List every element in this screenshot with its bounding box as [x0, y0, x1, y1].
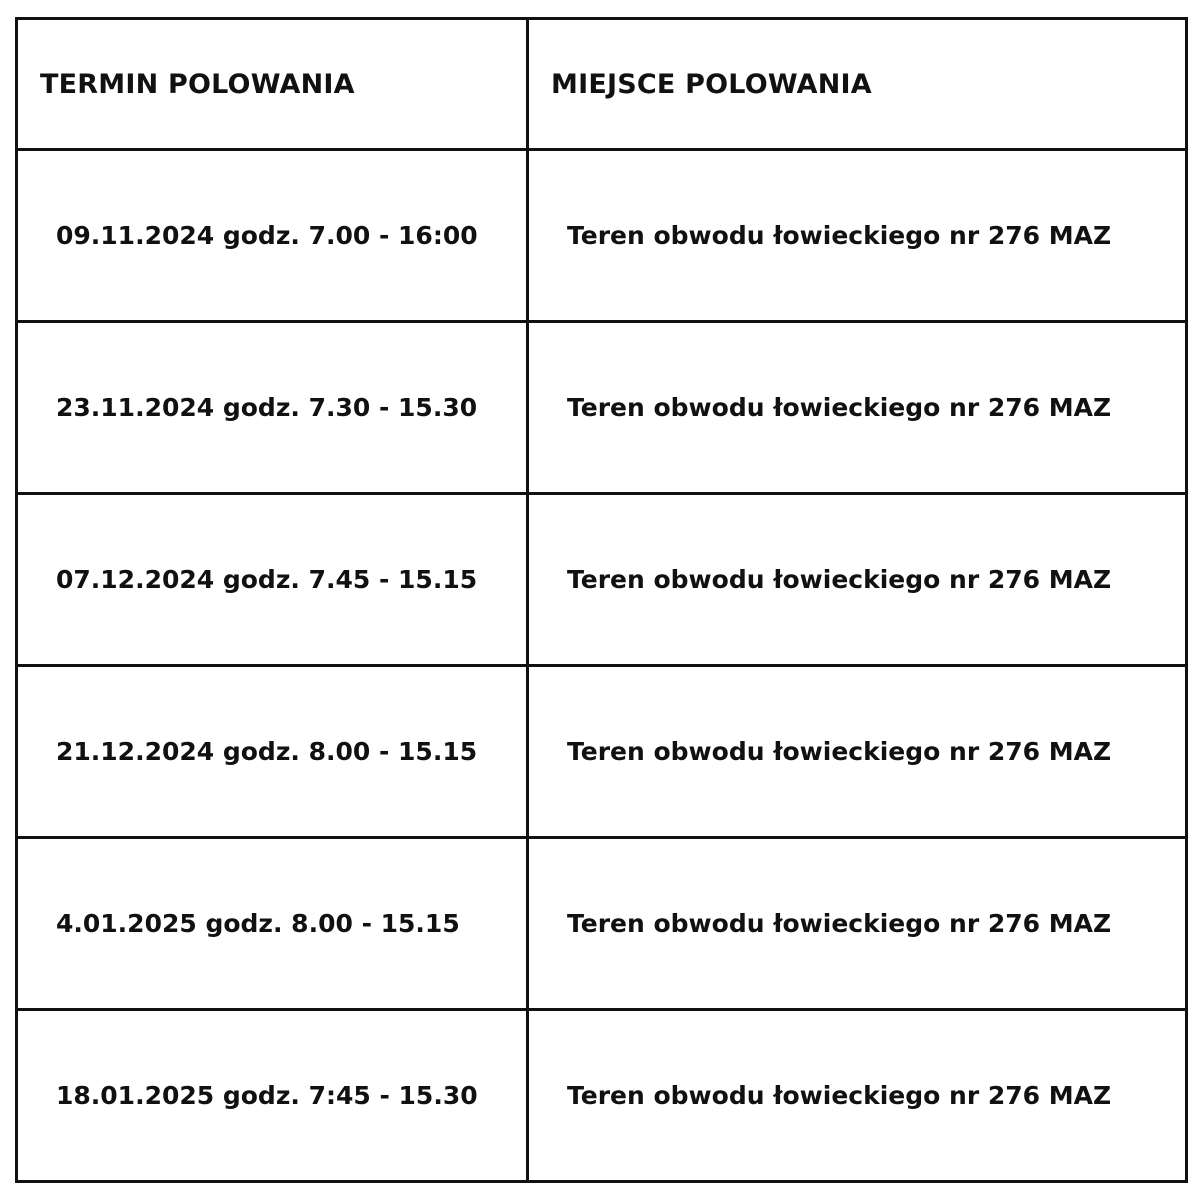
hunting-date: 09.11.2024 godz. 7.00 - 16:00 — [56, 221, 478, 250]
header-hunting-date — [17, 19, 528, 150]
hunting-place: Teren obwodu łowieckiego nr 276 MAZ — [567, 909, 1112, 938]
hunting-date-cell — [17, 1010, 528, 1182]
hunting-date: 21.12.2024 godz. 8.00 - 15.15 — [56, 737, 478, 766]
hunting-date-cell — [17, 150, 528, 322]
hunting-place: Teren obwodu łowieckiego nr 276 MAZ — [567, 221, 1112, 250]
hunting-place: Teren obwodu łowieckiego nr 276 MAZ — [567, 737, 1112, 766]
table-row — [17, 494, 1187, 666]
header-hunting-date-label: TERMIN POLOWANIA — [40, 68, 355, 100]
hunting-date: 18.01.2025 godz. 7:45 - 15.30 — [56, 1081, 478, 1110]
hunting-date-cell — [17, 838, 528, 1010]
table-row — [17, 666, 1187, 838]
hunting-place-cell — [528, 322, 1187, 494]
hunting-date-cell — [17, 322, 528, 494]
hunting-place: Teren obwodu łowieckiego nr 276 MAZ — [567, 565, 1112, 594]
hunting-place-cell — [528, 838, 1187, 1010]
hunting-place-cell — [528, 494, 1187, 666]
hunting-place: Teren obwodu łowieckiego nr 276 MAZ — [567, 393, 1112, 422]
table-row — [17, 150, 1187, 322]
hunting-place-cell — [528, 150, 1187, 322]
table-row — [17, 1010, 1187, 1182]
hunting-place-cell — [528, 666, 1187, 838]
table-header-row — [17, 19, 1187, 150]
hunting-date: 07.12.2024 godz. 7.45 - 15.15 — [56, 565, 478, 594]
table-row — [17, 838, 1187, 1010]
hunting-schedule-table — [15, 17, 1188, 1183]
table-row — [17, 322, 1187, 494]
hunting-date-cell — [17, 494, 528, 666]
hunting-place-cell — [528, 1010, 1187, 1182]
hunting-date: 4.01.2025 godz. 8.00 - 15.15 — [56, 909, 460, 938]
hunting-place: Teren obwodu łowieckiego nr 276 MAZ — [567, 1081, 1112, 1110]
header-hunting-place — [528, 19, 1187, 150]
hunting-date-cell — [17, 666, 528, 838]
hunting-date: 23.11.2024 godz. 7.30 - 15.30 — [56, 393, 478, 422]
header-hunting-place-label: MIEJSCE POLOWANIA — [551, 68, 872, 100]
